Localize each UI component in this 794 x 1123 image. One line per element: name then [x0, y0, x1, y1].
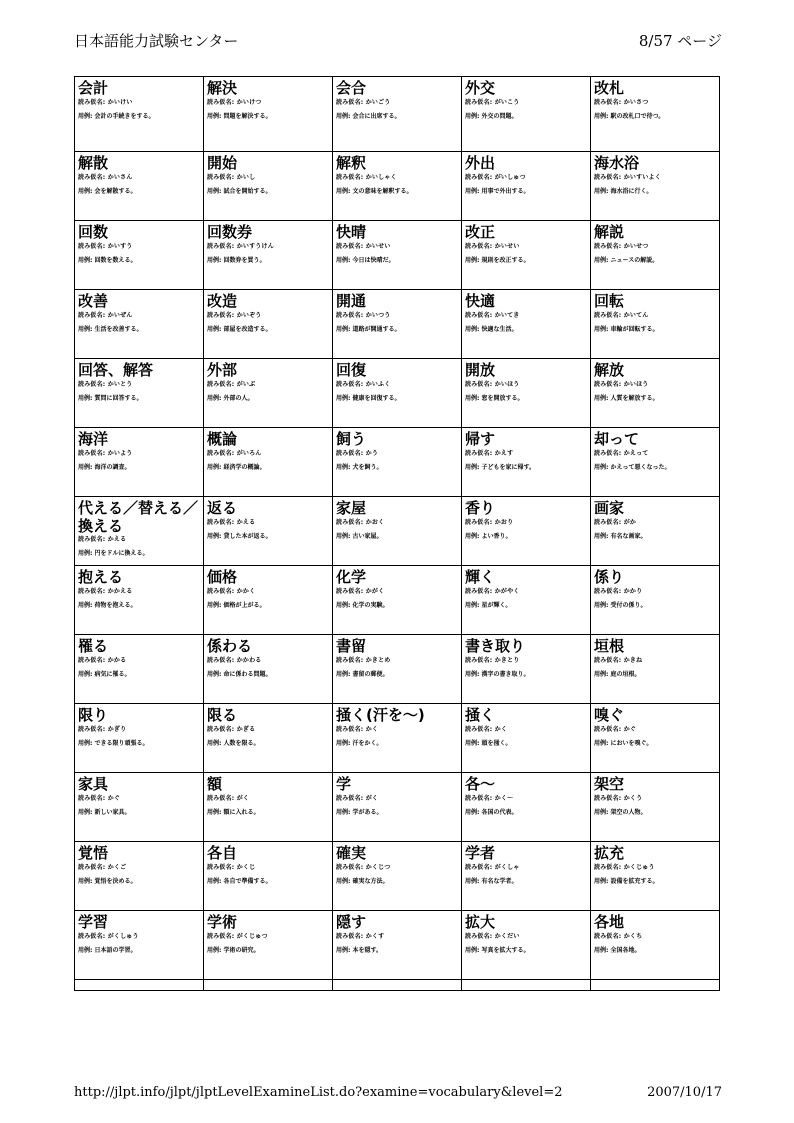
vocab-reading: 読み仮名: かいとう [78, 381, 133, 388]
vocab-entry [333, 842, 462, 911]
vocab-reading: 読み仮名: かいすう [78, 243, 133, 250]
vocab-entry [333, 290, 462, 359]
vocab-word: 学 [336, 775, 352, 793]
vocab-example: 用例: 道路が開通する。 [336, 326, 401, 333]
vocab-example: 用例: 星が輝く。 [465, 602, 512, 609]
vocab-entry [333, 566, 462, 635]
vocab-reading: 読み仮名: かきとり [465, 657, 520, 664]
vocab-word: 解説 [594, 223, 625, 241]
vocab-word: 学者 [465, 844, 496, 862]
vocab-entry-continued [591, 980, 720, 991]
vocab-example: 用例: 学術の研究。 [207, 947, 260, 954]
vocab-reading: 読み仮名: かえす [465, 450, 514, 457]
vocab-example: 用例: 回数を数える。 [78, 257, 137, 264]
vocab-reading: 読み仮名: かいさつ [594, 99, 649, 106]
vocab-word: 解放 [594, 361, 625, 379]
page-number: 8/57 ページ [638, 32, 722, 50]
vocab-reading: 読み仮名: かく [465, 726, 508, 733]
vocab-reading: 読み仮名: がくしゃ [465, 864, 520, 871]
vocab-entry [591, 152, 720, 221]
vocab-entry [75, 566, 204, 635]
vocab-entry [204, 704, 333, 773]
vocab-example: 用例: 犬を飼う。 [336, 464, 383, 471]
vocab-word: 開始 [207, 154, 238, 172]
vocab-word: 回答、解答 [78, 361, 154, 379]
vocab-word: 額 [207, 775, 223, 793]
vocab-reading: 読み仮名: かくだい [465, 933, 520, 940]
vocab-example: 用例: 設備を拡充する。 [594, 878, 659, 885]
vocab-example: 用例: 覚悟を決める。 [78, 878, 137, 885]
vocab-entry [333, 911, 462, 980]
vocab-example: 用例: 庭の垣根。 [594, 671, 641, 678]
vocab-example: 用例: 額に入れる。 [207, 809, 260, 816]
vocab-example: 用例: 書留の郵便。 [336, 671, 389, 678]
vocab-word: 覚悟 [78, 844, 109, 862]
vocab-example: 用例: 各自で準備する。 [207, 878, 272, 885]
vocab-reading: 読み仮名: がいこう [465, 99, 520, 106]
vocab-reading: 読み仮名: かいけつ [207, 99, 262, 106]
vocab-example: 用例: 生活を改善する。 [78, 326, 143, 333]
vocab-word: 各～ [465, 775, 496, 793]
vocab-reading: 読み仮名: かぐ [78, 795, 121, 802]
vocab-reading: 読み仮名: がく [207, 795, 250, 802]
vocab-example: 用例: 各国の代表。 [465, 809, 518, 816]
vocab-example: 用例: 文の意味を解釈する。 [336, 188, 413, 195]
vocab-entry [75, 497, 204, 566]
vocab-example: 用例: 貸した本が返る。 [207, 533, 272, 540]
vocab-word: 輝く [465, 568, 496, 586]
vocab-word: 代える／替える／換える [78, 499, 199, 535]
vocab-word: 書留 [336, 637, 367, 655]
vocab-word: 学術 [207, 913, 238, 931]
vocab-reading: 読み仮名: がく [336, 795, 379, 802]
vocab-entry [591, 77, 720, 152]
vocab-reading: 読み仮名: かおり [465, 519, 514, 526]
vocab-reading: 読み仮名: がか [594, 519, 637, 526]
vocab-reading: 読み仮名: がいろん [207, 450, 262, 457]
vocab-reading: 読み仮名: かがやく [465, 588, 520, 595]
vocab-entry-continued [204, 980, 333, 991]
vocab-entry [75, 842, 204, 911]
vocab-reading: 読み仮名: かかく [207, 588, 256, 595]
vocab-reading: 読み仮名: かおく [336, 519, 385, 526]
vocab-example: 用例: 新しい家具。 [78, 809, 131, 816]
vocab-reading: 読み仮名: がくじゅつ [207, 933, 268, 940]
vocab-entry [204, 428, 333, 497]
vocab-reading: 読み仮名: かいせい [336, 243, 391, 250]
vocab-reading: 読み仮名: かえる [78, 536, 127, 543]
vocab-reading: 読み仮名: かいせい [465, 243, 520, 250]
vocab-entry [462, 911, 591, 980]
vocab-entry [75, 704, 204, 773]
vocab-entry-continued [462, 980, 591, 991]
vocab-entry [462, 704, 591, 773]
vocab-example: 用例: 子どもを家に帰す。 [465, 464, 536, 471]
vocab-entry [204, 911, 333, 980]
vocab-entry [204, 152, 333, 221]
vocab-word: 帰す [465, 430, 496, 448]
vocab-example: 用例: 架空の人物。 [594, 809, 647, 816]
vocab-word: 化学 [336, 568, 367, 586]
vocab-word: 海洋 [78, 430, 109, 448]
vocab-reading: 読み仮名: かいつう [336, 312, 391, 319]
vocab-example: 用例: 頭を掻く。 [465, 740, 512, 747]
vocab-reading: 読み仮名: かいふく [336, 381, 391, 388]
vocab-word: 香り [465, 499, 496, 517]
vocab-word: 価格 [207, 568, 238, 586]
vocab-word: 改造 [207, 292, 238, 310]
vocab-entry [333, 497, 462, 566]
vocab-entry [204, 566, 333, 635]
vocab-example: 用例: においを嗅ぐ。 [594, 740, 653, 747]
vocabulary-table [74, 76, 720, 991]
vocab-entry [333, 77, 462, 152]
vocab-example: 用例: かえって悪くなった。 [594, 464, 671, 471]
vocab-reading: 読み仮名: がいしゅつ [465, 174, 526, 181]
vocab-reading: 読み仮名: かく～ [465, 795, 514, 802]
vocab-word: 会合 [336, 79, 367, 97]
vocab-example: 用例: 人質を解放する。 [594, 395, 659, 402]
vocab-reading: 読み仮名: かくう [594, 795, 643, 802]
vocab-word: 改札 [594, 79, 625, 97]
vocab-word: 回数 [78, 223, 109, 241]
vocab-word: 係り [594, 568, 625, 586]
vocab-word: 飼う [336, 430, 367, 448]
vocab-entry [462, 221, 591, 290]
vocab-example: 用例: 荷物を抱える。 [78, 602, 137, 609]
vocab-entry [591, 635, 720, 704]
vocab-entry [204, 359, 333, 428]
vocab-reading: 読み仮名: かかえる [78, 588, 133, 595]
vocab-entry [75, 152, 204, 221]
vocab-example: 用例: 価格が上がる。 [207, 602, 266, 609]
vocab-word: 画家 [594, 499, 625, 517]
vocab-entry [462, 359, 591, 428]
vocab-example: 用例: 回数券を買う。 [207, 257, 266, 264]
vocab-example: 用例: 有名な学者。 [465, 878, 518, 885]
vocab-entry [462, 773, 591, 842]
vocab-reading: 読み仮名: かいせつ [594, 243, 649, 250]
vocab-reading: 読み仮名: かく [336, 726, 379, 733]
vocab-reading: 読み仮名: かくじゅう [594, 864, 655, 871]
vocab-word: 抱える [78, 568, 124, 586]
vocab-word: 返る [207, 499, 238, 517]
vocab-reading: 読み仮名: かいよう [78, 450, 133, 457]
vocab-word: 開通 [336, 292, 367, 310]
vocab-example: 用例: 写真を拡大する。 [465, 947, 530, 954]
vocab-example: 用例: 海水浴に行く。 [594, 188, 653, 195]
vocab-entry-continued [75, 980, 204, 991]
vocab-entry [462, 842, 591, 911]
vocab-entry [591, 359, 720, 428]
vocab-example: 用例: 汗をかく。 [336, 740, 383, 747]
vocab-word: 各地 [594, 913, 625, 931]
vocab-entry [75, 635, 204, 704]
vocab-entry [204, 221, 333, 290]
vocab-entry [462, 77, 591, 152]
vocab-word: 確実 [336, 844, 367, 862]
vocab-word: 係わる [207, 637, 253, 655]
vocab-word: 海水浴 [594, 154, 640, 172]
vocab-word: 限り [78, 706, 109, 724]
vocab-word: 回復 [336, 361, 367, 379]
vocab-word: 開放 [465, 361, 496, 379]
vocab-example: 用例: 円をドルに換える。 [78, 550, 149, 557]
vocab-entry [333, 635, 462, 704]
vocab-word: 回数券 [207, 223, 253, 241]
vocab-example: 用例: 部屋を改造する。 [207, 326, 272, 333]
vocab-reading: 読み仮名: かいすいよく [594, 174, 661, 181]
vocab-entry [591, 773, 720, 842]
vocab-reading: 読み仮名: かきとめ [336, 657, 391, 664]
vocab-word: 解釈 [336, 154, 367, 172]
vocab-example: 用例: 経済学の概論。 [207, 464, 266, 471]
vocab-example: 用例: 本を隠す。 [336, 947, 383, 954]
vocab-reading: 読み仮名: かきね [594, 657, 643, 664]
vocab-entry [462, 635, 591, 704]
vocab-example: 用例: 会合に出席する。 [336, 113, 401, 120]
vocab-entry [204, 290, 333, 359]
vocab-reading: 読み仮名: かえる [207, 519, 256, 526]
vocab-example: 用例: 外部の人。 [207, 395, 254, 402]
vocab-reading: 読み仮名: かいけい [78, 99, 133, 106]
vocab-word: 解散 [78, 154, 109, 172]
vocab-word: 外出 [465, 154, 496, 172]
vocab-reading: 読み仮名: かくじ [207, 864, 256, 871]
vocab-entry [333, 221, 462, 290]
vocab-entry [204, 77, 333, 152]
vocab-example: 用例: 有名な画家。 [594, 533, 647, 540]
vocab-entry [204, 497, 333, 566]
vocab-example: 用例: 古い家屋。 [336, 533, 383, 540]
vocab-example: 用例: 試合を開始する。 [207, 188, 272, 195]
vocab-word: 会計 [78, 79, 109, 97]
vocab-word: 却って [594, 430, 640, 448]
vocab-word: 解決 [207, 79, 238, 97]
vocab-word: 嗅ぐ [594, 706, 625, 724]
vocab-entry [333, 773, 462, 842]
vocab-word: 家具 [78, 775, 109, 793]
vocab-entry [333, 704, 462, 773]
vocab-example: 用例: 問題を解決する。 [207, 113, 272, 120]
vocab-reading: 読み仮名: かいほう [594, 381, 649, 388]
vocab-entry-continued [333, 980, 462, 991]
vocab-word: 改善 [78, 292, 109, 310]
vocab-example: 用例: 会を解散する。 [78, 188, 137, 195]
vocab-entry [75, 911, 204, 980]
vocab-reading: 読み仮名: かくち [594, 933, 643, 940]
vocab-entry [591, 911, 720, 980]
vocab-entry [591, 497, 720, 566]
vocab-example: 用例: 会計の手続きをする。 [78, 113, 155, 120]
vocab-entry [204, 842, 333, 911]
vocab-word: 外交 [465, 79, 496, 97]
vocab-example: 用例: 全国各地。 [594, 947, 641, 954]
vocab-word: 家屋 [336, 499, 367, 517]
vocab-entry [75, 290, 204, 359]
vocab-example: 用例: 車輪が回転する。 [594, 326, 659, 333]
vocab-example: 用例: 漢字の書き取り。 [465, 671, 530, 678]
vocab-reading: 読み仮名: かいすうけん [207, 243, 274, 250]
vocab-reading: 読み仮名: かぎる [207, 726, 256, 733]
vocab-word: 快晴 [336, 223, 367, 241]
page-header-title: 日本語能力試験センター [74, 32, 239, 50]
vocab-entry [591, 566, 720, 635]
vocab-reading: 読み仮名: かいぞう [207, 312, 262, 319]
vocab-entry [333, 152, 462, 221]
vocab-reading: 読み仮名: かぐ [594, 726, 637, 733]
vocab-word: 快適 [465, 292, 496, 310]
vocab-entry [462, 290, 591, 359]
vocab-reading: 読み仮名: かがく [336, 588, 385, 595]
vocab-example: 用例: 日本語の学習。 [78, 947, 137, 954]
vocab-entry [591, 290, 720, 359]
vocab-word: 拡大 [465, 913, 496, 931]
vocab-reading: 読み仮名: かかる [78, 657, 127, 664]
vocab-reading: 読み仮名: かいぜん [78, 312, 133, 319]
vocab-example: 用例: 規則を改正する。 [465, 257, 530, 264]
vocab-reading: 読み仮名: かいさん [78, 174, 133, 181]
vocab-word: 改正 [465, 223, 496, 241]
vocab-entry [462, 152, 591, 221]
vocab-example: 用例: 窓を開放する。 [465, 395, 524, 402]
print-date: 2007/10/17 [647, 1085, 722, 1100]
vocab-word: 学習 [78, 913, 109, 931]
vocab-reading: 読み仮名: がくしゅう [78, 933, 139, 940]
vocab-reading: 読み仮名: かくじつ [336, 864, 391, 871]
vocab-example: 用例: 用事で外出する。 [465, 188, 530, 195]
vocab-reading: 読み仮名: かいてん [594, 312, 649, 319]
vocab-reading: 読み仮名: かかわる [207, 657, 262, 664]
vocab-word: 掻く(汗を～) [336, 706, 425, 724]
vocab-example: 用例: 外交の問題。 [465, 113, 518, 120]
vocab-reading: 読み仮名: かいてき [465, 312, 520, 319]
vocab-example: 用例: よい香り。 [465, 533, 512, 540]
vocab-word: 概論 [207, 430, 238, 448]
vocab-entry [75, 359, 204, 428]
vocab-word: 罹る [78, 637, 109, 655]
vocab-example: 用例: 今日は快晴だ。 [336, 257, 395, 264]
vocab-example: 用例: 海洋の調査。 [78, 464, 131, 471]
vocab-entry [462, 497, 591, 566]
vocab-reading: 読み仮名: かかり [594, 588, 643, 595]
vocab-word: 拡充 [594, 844, 625, 862]
vocab-entry [75, 221, 204, 290]
vocab-entry [333, 359, 462, 428]
vocab-reading: 読み仮名: かう [336, 450, 379, 457]
vocab-word: 書き取り [465, 637, 526, 655]
vocab-reading: 読み仮名: かぎり [78, 726, 127, 733]
vocab-entry [462, 428, 591, 497]
vocab-word: 各自 [207, 844, 238, 862]
vocab-word: 外部 [207, 361, 238, 379]
vocab-word: 架空 [594, 775, 625, 793]
vocab-word: 限る [207, 706, 238, 724]
vocab-example: 用例: 病気に罹る。 [78, 671, 131, 678]
vocab-reading: 読み仮名: かくご [78, 864, 127, 871]
vocab-entry [591, 704, 720, 773]
vocab-reading: 読み仮名: かえって [594, 450, 649, 457]
vocab-entry [204, 635, 333, 704]
vocab-entry [204, 773, 333, 842]
page-url: http://jlpt.info/jlpt/jlptLevelExamineList.do?examine=vocabulary&level=2 [74, 1085, 563, 1100]
vocab-example: 用例: 化学の実験。 [336, 602, 389, 609]
vocab-reading: 読み仮名: かいしゃく [336, 174, 397, 181]
vocab-entry [462, 566, 591, 635]
vocab-example: 用例: 健康を回復する。 [336, 395, 401, 402]
vocab-example: 用例: 学がある。 [336, 809, 383, 816]
vocab-entry [591, 428, 720, 497]
vocab-entry [591, 221, 720, 290]
vocab-example: 用例: 質問に回答する。 [78, 395, 143, 402]
vocab-word: 隠す [336, 913, 367, 931]
vocab-example: 用例: 命に係わる問題。 [207, 671, 272, 678]
vocab-entry [75, 77, 204, 152]
vocab-word: 垣根 [594, 637, 625, 655]
vocab-reading: 読み仮名: かくす [336, 933, 385, 940]
vocab-entry [75, 773, 204, 842]
vocab-example: 用例: 駅の改札口で待つ。 [594, 113, 665, 120]
vocab-reading: 読み仮名: かいほう [465, 381, 520, 388]
vocab-word: 掻く [465, 706, 496, 724]
vocab-entry [75, 428, 204, 497]
vocab-example: 用例: 快適な生活。 [465, 326, 518, 333]
vocab-example: 用例: 人数を限る。 [207, 740, 260, 747]
vocab-example: 用例: できる限り頑張る。 [78, 740, 149, 747]
vocab-reading: 読み仮名: がいぶ [207, 381, 256, 388]
vocab-example: 用例: 受付の係り。 [594, 602, 647, 609]
vocab-entry [333, 428, 462, 497]
vocab-entry [591, 842, 720, 911]
vocab-word: 回転 [594, 292, 625, 310]
vocab-reading: 読み仮名: かいし [207, 174, 256, 181]
vocab-example: 用例: 確実な方法。 [336, 878, 389, 885]
vocab-example: 用例: ニュースの解説。 [594, 257, 659, 264]
vocab-reading: 読み仮名: かいごう [336, 99, 391, 106]
